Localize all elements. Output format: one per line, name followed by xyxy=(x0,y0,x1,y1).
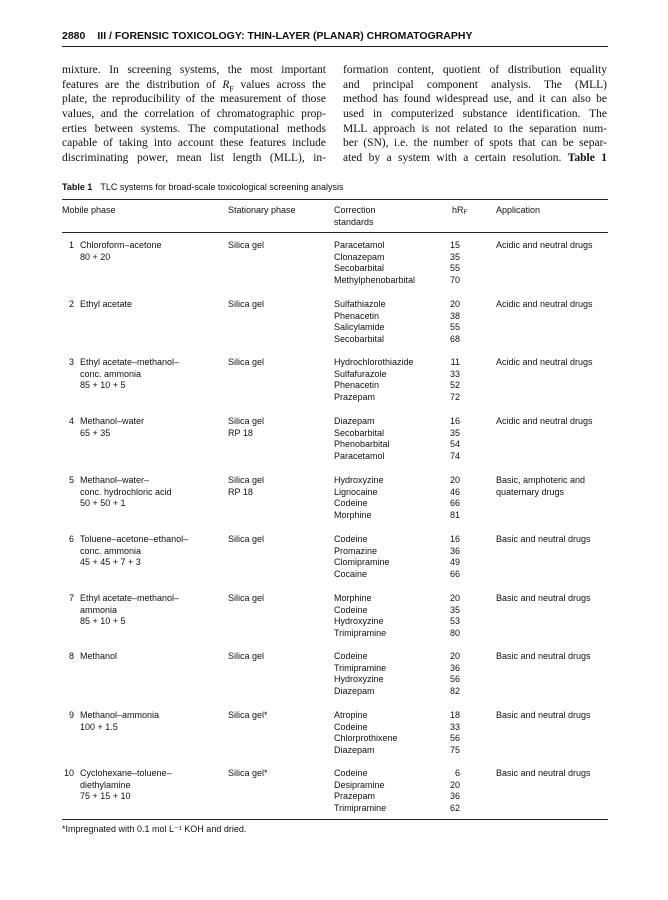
body-left-line: features are the distribution of $R_F$ values across the xyxy=(62,78,326,93)
mobile-phase-cell-line: 100 + 1.5 xyxy=(80,721,118,732)
hrf-cell-line: 35 xyxy=(449,251,460,262)
hrf-cell-line: 33 xyxy=(449,368,460,379)
mobile-phase-cell xyxy=(80,768,172,803)
application-cell-line: Basic and neutral drugs xyxy=(496,593,591,603)
table-caption-label: Table 1 xyxy=(62,182,93,192)
hrf-cell-line: 16 xyxy=(449,534,460,544)
application-cell xyxy=(496,416,593,428)
correction-standards-cell-line: Prazepam xyxy=(334,791,376,802)
table-top-rule xyxy=(62,199,608,200)
hrf-cell-line: 80 xyxy=(449,628,460,639)
body-right-line: MLL approach is not related to the separation num- xyxy=(343,122,607,135)
application-cell-line: Basic and neutral drugs xyxy=(496,651,591,661)
application-cell xyxy=(496,651,591,663)
body-left-line: plate, the reproducibility of the measurement of those xyxy=(62,93,326,106)
application-cell xyxy=(496,593,591,605)
header-rule xyxy=(62,46,608,47)
hrf-cell xyxy=(440,651,460,698)
row-number-line: 1 xyxy=(68,240,74,250)
correction-standards-cell xyxy=(334,768,386,815)
mobile-phase-cell-line: 85 + 10 + 5 xyxy=(80,380,126,391)
table-bottom-rule xyxy=(62,819,608,820)
correction-standards-cell xyxy=(334,534,390,581)
application-cell-line: Acidic and neutral drugs xyxy=(496,240,593,250)
stationary-phase-cell-line: Silica gel xyxy=(228,357,265,367)
table-row xyxy=(62,651,608,698)
correction-standards-cell-line: Chlorprothixene xyxy=(334,733,398,744)
mobile-phase-cell-line: ammonia xyxy=(80,604,118,615)
body-right-line: and principal component analysis. The (MLL) xyxy=(343,78,607,91)
mobile-phase-cell-line: 50 + 50 + 1 xyxy=(80,498,126,509)
correction-standards-cell-line: Codeine xyxy=(334,498,368,509)
stationary-phase-cell xyxy=(228,768,268,780)
mobile-phase-cell-line: Cyclohexane–toluene– xyxy=(80,768,172,778)
mobile-phase-cell xyxy=(80,593,179,628)
body-left-line: discriminating power, mean list length (MLL), in- xyxy=(62,152,326,165)
hrf-cell xyxy=(440,593,460,640)
mobile-phase-cell-line: 45 + 45 + 7 + 3 xyxy=(80,557,141,568)
correction-standards-cell-line: Sulfathiazole xyxy=(334,299,386,309)
running-header xyxy=(62,30,472,42)
correction-standards-cell-line: Sulfafurazole xyxy=(334,368,387,379)
correction-standards-cell-line: Diazepam xyxy=(334,745,375,756)
hrf-cell-line: 36 xyxy=(449,662,460,673)
hrf-cell-line: 68 xyxy=(449,334,460,345)
hrf-cell xyxy=(440,768,460,815)
mobile-phase-cell xyxy=(80,651,117,663)
stationary-phase-cell xyxy=(228,651,264,663)
mobile-phase-cell-line: Ethyl acetate xyxy=(80,299,133,309)
application-cell xyxy=(496,475,585,498)
correction-standards-cell-line: Promazine xyxy=(334,545,378,556)
row-number xyxy=(62,534,74,546)
hrf-cell-line: 6 xyxy=(454,768,460,778)
correction-standards-cell-line: Trimipramine xyxy=(334,628,387,639)
correction-standards-cell-line: Atropine xyxy=(334,710,368,720)
hrf-cell-line: 55 xyxy=(449,263,460,274)
application-cell-line: Basic and neutral drugs xyxy=(496,534,591,544)
correction-standards-cell-line: Phenobarbital xyxy=(334,439,390,450)
table-header-rule xyxy=(62,232,608,233)
correction-standards-cell-line: Morphine xyxy=(334,593,372,603)
mobile-phase-cell-line: Ethyl acetate–methanol– xyxy=(80,357,180,367)
header-correction-line2: standards xyxy=(334,216,374,227)
correction-standards-cell-line: Codeine xyxy=(334,651,368,661)
table-header-row xyxy=(62,205,608,233)
stationary-phase-cell xyxy=(228,240,264,252)
mobile-phase-cell xyxy=(80,534,188,569)
header-correction-line1: Correction xyxy=(334,205,376,215)
mobile-phase-cell-line: conc. ammonia xyxy=(80,368,142,379)
application-cell-line: Basic, amphoteric and xyxy=(496,475,586,485)
correction-standards-cell-line: Secobarbital xyxy=(334,263,385,274)
correction-standards-cell-line: Lignocaine xyxy=(334,486,378,497)
row-number xyxy=(62,357,74,369)
hrf-cell-line: 20 xyxy=(449,779,460,790)
correction-standards-cell xyxy=(334,240,415,287)
correction-standards-cell-line: Hydroxyzine xyxy=(334,616,384,627)
header-hrf-main: hR xyxy=(452,205,464,215)
hrf-cell-line: 81 xyxy=(449,510,460,521)
row-number-line: 4 xyxy=(68,416,74,426)
stationary-phase-cell xyxy=(228,475,264,498)
application-cell xyxy=(496,240,593,252)
row-number-line: 10 xyxy=(63,768,74,778)
hrf-cell-line: 38 xyxy=(449,310,460,321)
correction-standards-cell-line: Trimipramine xyxy=(334,662,387,673)
hrf-cell-line: 75 xyxy=(449,745,460,756)
mobile-phase-cell xyxy=(80,357,179,392)
stationary-phase-cell xyxy=(228,710,268,722)
application-cell xyxy=(496,768,591,780)
correction-standards-cell-line: Cocaine xyxy=(334,569,368,580)
hrf-cell-line: 36 xyxy=(449,791,460,802)
application-cell-line: Acidic and neutral drugs xyxy=(496,416,593,426)
mobile-phase-cell-line: 65 + 35 xyxy=(80,427,111,438)
row-number-line: 3 xyxy=(68,357,74,367)
mobile-phase-cell-line: Methanol–ammonia xyxy=(80,710,160,720)
stationary-phase-cell-line: Silica gel xyxy=(228,534,265,544)
application-cell xyxy=(496,299,593,311)
table-row xyxy=(62,768,608,815)
hrf-cell-line: 20 xyxy=(449,475,460,485)
mobile-phase-cell xyxy=(80,299,132,311)
body-text-right-column xyxy=(343,63,607,166)
hrf-cell-line: 54 xyxy=(449,439,460,450)
mobile-phase-cell-line: Methanol–water– xyxy=(80,475,150,485)
hrf-cell-line: 66 xyxy=(449,498,460,509)
correction-standards-cell-line: Diazepam xyxy=(334,416,375,426)
table-caption-text: TLC systems for broad-scale toxicological screening analysis xyxy=(100,182,344,192)
stationary-phase-cell-line: Silica gel* xyxy=(228,768,268,778)
stationary-phase-cell-line: RP 18 xyxy=(228,427,253,438)
stationary-phase-cell-line: Silica gel xyxy=(228,651,265,661)
mobile-phase-cell-line: Methanol xyxy=(80,651,118,661)
correction-standards-cell-line: Secobarbital xyxy=(334,427,385,438)
hrf-cell-line: 55 xyxy=(449,322,460,333)
stationary-phase-cell xyxy=(228,416,264,439)
mobile-phase-cell-line: 80 + 20 xyxy=(80,251,111,262)
correction-standards-cell-line: Prazepam xyxy=(334,392,376,403)
correction-standards-cell xyxy=(334,710,398,757)
stationary-phase-cell-line: Silica gel xyxy=(228,475,265,485)
mobile-phase-cell-line: Ethyl acetate–methanol– xyxy=(80,593,180,603)
hrf-cell-line: 35 xyxy=(449,427,460,438)
hrf-cell-line: 56 xyxy=(449,733,460,744)
hrf-cell-line: 36 xyxy=(449,545,460,556)
header-correction-standards xyxy=(334,205,376,228)
body-right-line: ber (SN), i.e. the number of spots that can be separ- xyxy=(343,137,607,150)
application-cell-line: Basic and neutral drugs xyxy=(496,768,591,778)
row-number xyxy=(62,475,74,487)
application-cell-line: quaternary drugs xyxy=(496,486,565,497)
mobile-phase-cell xyxy=(80,475,172,510)
correction-standards-cell-line: Clomipramine xyxy=(334,557,390,568)
body-right-line: ated by a system with a certain resolution. Table 1 xyxy=(343,152,607,165)
header-stationary-phase: Stationary phase xyxy=(228,205,296,215)
body-left-line: values, and the correlation of chromatographic prop- xyxy=(62,108,326,121)
mobile-phase-cell xyxy=(80,710,159,733)
correction-standards-cell xyxy=(334,357,414,404)
table-row xyxy=(62,299,608,346)
hrf-cell-line: 46 xyxy=(449,486,460,497)
mobile-phase-cell-line: Toluene–acetone–ethanol– xyxy=(80,534,189,544)
mobile-phase-cell xyxy=(80,240,162,263)
hrf-cell xyxy=(440,534,460,581)
correction-standards-cell-line: Phenacetin xyxy=(334,380,380,391)
tlc-systems-table xyxy=(62,205,608,814)
mobile-phase-cell-line: 85 + 10 + 5 xyxy=(80,616,126,627)
row-number xyxy=(62,416,74,428)
mobile-phase-cell-line: 75 + 15 + 10 xyxy=(80,791,131,802)
header-hrf xyxy=(452,205,468,219)
hrf-cell-line: 20 xyxy=(449,593,460,603)
correction-standards-cell-line: Salicylamide xyxy=(334,322,385,333)
correction-standards-cell xyxy=(334,475,384,522)
table-footnote: *Impregnated with 0.1 mol L⁻¹ KOH and dried. xyxy=(62,824,247,834)
row-number-line: 6 xyxy=(68,534,74,544)
stationary-phase-cell-line: Silica gel xyxy=(228,240,265,250)
hrf-cell-line: 20 xyxy=(449,299,460,309)
hrf-cell-line: 33 xyxy=(449,721,460,732)
correction-standards-cell-line: Paracetamol xyxy=(334,240,385,250)
table-row xyxy=(62,357,608,404)
correction-standards-cell-line: Clonazepam xyxy=(334,251,385,262)
table-row xyxy=(62,710,608,757)
table-caption xyxy=(62,182,343,192)
hrf-cell xyxy=(440,416,460,463)
stationary-phase-cell-line: Silica gel* xyxy=(228,710,268,720)
mobile-phase-cell xyxy=(80,416,144,439)
mobile-phase-cell-line: conc. ammonia xyxy=(80,545,142,556)
body-left-line: erties between systems. The computational methods xyxy=(62,122,326,135)
hrf-cell-line: 56 xyxy=(449,674,460,685)
header-mobile-phase: Mobile phase xyxy=(62,205,116,215)
hrf-cell-line: 62 xyxy=(449,803,460,814)
application-cell-line: Acidic and neutral drugs xyxy=(496,357,593,367)
table-row xyxy=(62,534,608,581)
row-number-line: 7 xyxy=(68,593,74,603)
correction-standards-cell-line: Paracetamol xyxy=(334,451,385,462)
row-number xyxy=(62,710,74,722)
correction-standards-cell-line: Phenacetin xyxy=(334,310,380,321)
body-left-line: capable of taking into account these features include xyxy=(62,137,326,150)
stationary-phase-cell-line: Silica gel xyxy=(228,593,265,603)
correction-standards-cell-line: Morphine xyxy=(334,510,372,521)
hrf-cell-line: 70 xyxy=(449,275,460,286)
row-number xyxy=(62,240,74,252)
table-row xyxy=(62,475,608,522)
row-number-line: 5 xyxy=(68,475,74,485)
mobile-phase-cell-line: Chloroform–acetone xyxy=(80,240,162,250)
correction-standards-cell-line: Codeine xyxy=(334,604,368,615)
mobile-phase-cell-line: conc. hydrochloric acid xyxy=(80,486,172,497)
hrf-cell-line: 74 xyxy=(449,451,460,462)
hrf-cell-line: 16 xyxy=(449,416,460,426)
table-row xyxy=(62,416,608,463)
table-row xyxy=(62,593,608,640)
hrf-cell-line: 49 xyxy=(449,557,460,568)
hrf-cell-line: 11 xyxy=(450,357,460,367)
header-application: Application xyxy=(496,205,541,215)
application-cell-line: Basic and neutral drugs xyxy=(496,710,591,720)
hrf-cell xyxy=(440,475,460,522)
body-right-line: used in computerized substance identification. The xyxy=(343,108,607,121)
stationary-phase-cell-line: RP 18 xyxy=(228,486,253,497)
page-number: 2880 xyxy=(62,30,86,42)
hrf-cell-line: 72 xyxy=(449,392,460,403)
correction-standards-cell xyxy=(334,651,386,698)
application-cell-line: Acidic and neutral drugs xyxy=(496,299,593,309)
body-right-line: formation content, quotient of distribution equality xyxy=(343,64,607,76)
body-text-left-column xyxy=(62,63,326,166)
correction-standards-cell-line: Hydroxyzine xyxy=(334,674,384,685)
mobile-phase-cell-line: diethylamine xyxy=(80,779,131,790)
row-number xyxy=(62,593,74,605)
running-title: III / FORENSIC TOXICOLOGY: THIN-LAYER (PLANAR) CHROMATOGRAPHY xyxy=(97,30,473,42)
application-cell xyxy=(496,534,591,546)
hrf-cell xyxy=(440,299,460,346)
hrf-cell-line: 82 xyxy=(449,686,460,697)
correction-standards-cell xyxy=(334,416,390,463)
hrf-cell-line: 15 xyxy=(449,240,460,250)
correction-standards-cell-line: Hydroxyzine xyxy=(334,475,384,485)
row-number xyxy=(62,768,74,780)
hrf-cell-line: 20 xyxy=(449,651,460,661)
mobile-phase-cell-line: Methanol–water xyxy=(80,416,145,426)
header-hrf-sub: F xyxy=(463,209,468,216)
stationary-phase-cell xyxy=(228,534,264,546)
stationary-phase-cell-line: Silica gel xyxy=(228,299,265,309)
correction-standards-cell xyxy=(334,299,386,346)
hrf-cell xyxy=(440,357,460,404)
stationary-phase-cell xyxy=(228,299,264,311)
body-right-line: method has found widespread use, and it can also be xyxy=(343,93,607,106)
hrf-cell xyxy=(440,240,460,287)
correction-standards-cell-line: Secobarbital xyxy=(334,334,385,345)
row-number xyxy=(62,651,74,663)
correction-standards-cell-line: Methylphenobarbital xyxy=(334,275,416,286)
hrf-cell-line: 35 xyxy=(449,604,460,615)
correction-standards-cell-line: Codeine xyxy=(334,534,368,544)
stationary-phase-cell xyxy=(228,593,264,605)
row-number xyxy=(62,299,74,311)
hrf-cell-line: 52 xyxy=(449,380,460,391)
correction-standards-cell-line: Desipramine xyxy=(334,779,385,790)
row-number-line: 8 xyxy=(68,651,74,661)
hrf-cell xyxy=(440,710,460,757)
row-number-line: 2 xyxy=(68,299,74,309)
stationary-phase-cell xyxy=(228,357,264,369)
row-number-line: 9 xyxy=(68,710,74,720)
hrf-cell-line: 66 xyxy=(449,569,460,580)
body-left-line: mixture. In screening systems, the most important xyxy=(62,64,326,76)
correction-standards-cell-line: Codeine xyxy=(334,721,368,732)
correction-standards-cell xyxy=(334,593,386,640)
application-cell xyxy=(496,710,591,722)
application-cell xyxy=(496,357,593,369)
correction-standards-cell-line: Diazepam xyxy=(334,686,375,697)
correction-standards-cell-line: Codeine xyxy=(334,768,368,778)
stationary-phase-cell-line: Silica gel xyxy=(228,416,265,426)
hrf-cell-line: 53 xyxy=(449,616,460,627)
table-row xyxy=(62,240,608,287)
correction-standards-cell-line: Trimipramine xyxy=(334,803,387,814)
hrf-cell-line: 18 xyxy=(449,710,460,720)
correction-standards-cell-line: Hydrochlorothiazide xyxy=(334,357,414,367)
